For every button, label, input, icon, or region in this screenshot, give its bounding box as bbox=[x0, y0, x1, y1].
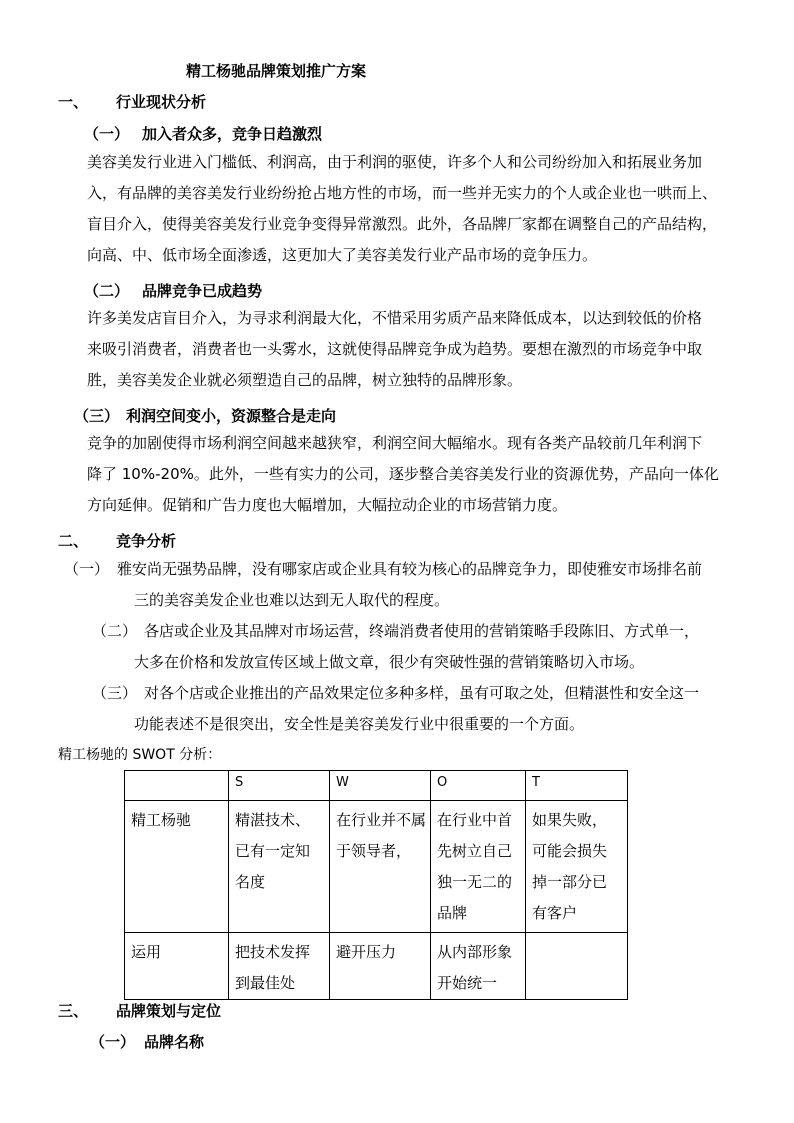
paragraph-line: 向高、中、低市场全面渗透，这更加大了美容美发行业产品市场的竞争压力。 bbox=[87, 246, 598, 264]
s1-sub2-heading: 品牌竞争已成趋势 bbox=[142, 282, 263, 300]
paragraph-line: 降了 10%-20%。此外，一些有实力的公司，逐步整合美容美发行业的资源优势，产品向一体化 bbox=[87, 465, 719, 483]
paragraph-line: 许多美发店盲目介入，为寻求利润最大化，不惜采用劣质产品来降低成本，以达到较低的价格 bbox=[87, 309, 703, 327]
section-1-number: 一、 bbox=[58, 93, 89, 111]
paragraph-line: 胜，美容美发企业就必须塑造自己的品牌，树立独特的品牌形象。 bbox=[87, 371, 523, 389]
section-2-number: 二、 bbox=[58, 532, 89, 550]
s2-item-number: （一） bbox=[64, 560, 110, 578]
section-2-heading: 竞争分析 bbox=[116, 532, 177, 550]
table-cell bbox=[526, 933, 628, 1000]
s2-item-line: 三的美容美发企业也难以达到无人取代的程度。 bbox=[134, 591, 450, 609]
table-row bbox=[125, 933, 628, 1000]
table-header-cell: O bbox=[431, 771, 526, 801]
table-header-cell: W bbox=[330, 771, 431, 801]
s1-sub3-number: （三） bbox=[74, 407, 120, 425]
paragraph-line: 竞争的加剧使得市场利润空间越来越狭窄，利润空间大幅缩水。现有各类产品较前几年利润下 bbox=[87, 434, 703, 452]
table-cell: 在行业中首先树立自己独一无二的品牌 bbox=[431, 801, 526, 933]
table-cell: 运用 bbox=[125, 933, 229, 1000]
paragraph-line: 美容美发行业进入门槛低、利润高，由于利润的驱使，许多个人和公司纷纷加入和拓展业务加 bbox=[87, 153, 703, 171]
paragraph-line: 方向延伸。促销和广告力度也大幅增加，大幅拉动企业的市场营销力度。 bbox=[87, 496, 568, 514]
s1-sub1-heading: 加入者众多，竞争日趋激烈 bbox=[142, 125, 323, 143]
s2-item-line: 对各个店或企业推出的产品效果定位多种多样，虽有可取之处，但精湛性和安全这一 bbox=[144, 684, 700, 702]
s1-sub3-heading: 利润空间变小，资源整合是走向 bbox=[126, 407, 337, 425]
table-header-row bbox=[125, 771, 628, 801]
s3-sub1-heading: 品牌名称 bbox=[144, 1033, 205, 1051]
table-row bbox=[125, 801, 628, 933]
table-cell: 精湛技术、已有一定知名度 bbox=[229, 801, 330, 933]
table-cell: 精工杨驰 bbox=[125, 801, 229, 933]
paragraph-line: 来吸引消费者，消费者也一头雾水，这就使得品牌竞争成为趋势。要想在激烈的市场竞争中取 bbox=[87, 340, 703, 358]
paragraph-line: 盲目介入，使得美容美发行业竞争变得异常激烈。此外，各品牌厂家都在调整自己的产品结构， bbox=[87, 215, 718, 233]
swot-caption: 精工杨驰的 SWOT 分析： bbox=[58, 747, 222, 763]
table-cell: 如果失败，可能会损失掉一部分已有客户 bbox=[526, 801, 628, 933]
page-title: 精工杨驰品牌策划推广方案 bbox=[186, 62, 367, 80]
s2-item-line: 各店或企业及其品牌对市场运营，终端消费者使用的营销策略手段陈旧、方式单一， bbox=[144, 622, 700, 640]
table-cell: 避开压力 bbox=[330, 933, 431, 1000]
s2-item-line: 雅安尚无强势品牌，没有哪家店或企业具有较为核心的品牌竞争力，即使雅安市场排名前 bbox=[117, 560, 703, 578]
table-cell: 把技术发挥到最佳处 bbox=[229, 933, 330, 1000]
s2-item-line: 功能表述不是很突出，安全性是美容美发行业中很重要的一个方面。 bbox=[134, 715, 585, 733]
s3-sub1-number: （一） bbox=[90, 1033, 136, 1051]
section-1-heading: 行业现状分析 bbox=[116, 93, 207, 111]
paragraph-line: 入，有品牌的美容美发行业纷纷抢占地方性的市场，而一些并无实力的个人或企业也一哄而上、 bbox=[87, 184, 718, 202]
table-cell: 在行业并不属于领导者， bbox=[330, 801, 431, 933]
swot-table bbox=[124, 770, 628, 1000]
s2-item-number: （二） bbox=[92, 622, 138, 640]
table-cell: 从内部形象开始统一 bbox=[431, 933, 526, 1000]
s2-item-line: 大多在价格和发放宣传区域上做文章，很少有突破性强的营销策略切入市场。 bbox=[134, 653, 645, 671]
table-header-cell: T bbox=[526, 771, 628, 801]
section-3-number: 三、 bbox=[58, 1002, 89, 1020]
s2-item-number: （三） bbox=[92, 684, 138, 702]
table-header-cell: S bbox=[229, 771, 330, 801]
s1-sub1-number: （一） bbox=[84, 125, 130, 143]
table-header-cell bbox=[125, 771, 229, 801]
section-3-heading: 品牌策划与定位 bbox=[116, 1002, 222, 1020]
s1-sub2-number: （二） bbox=[84, 282, 130, 300]
